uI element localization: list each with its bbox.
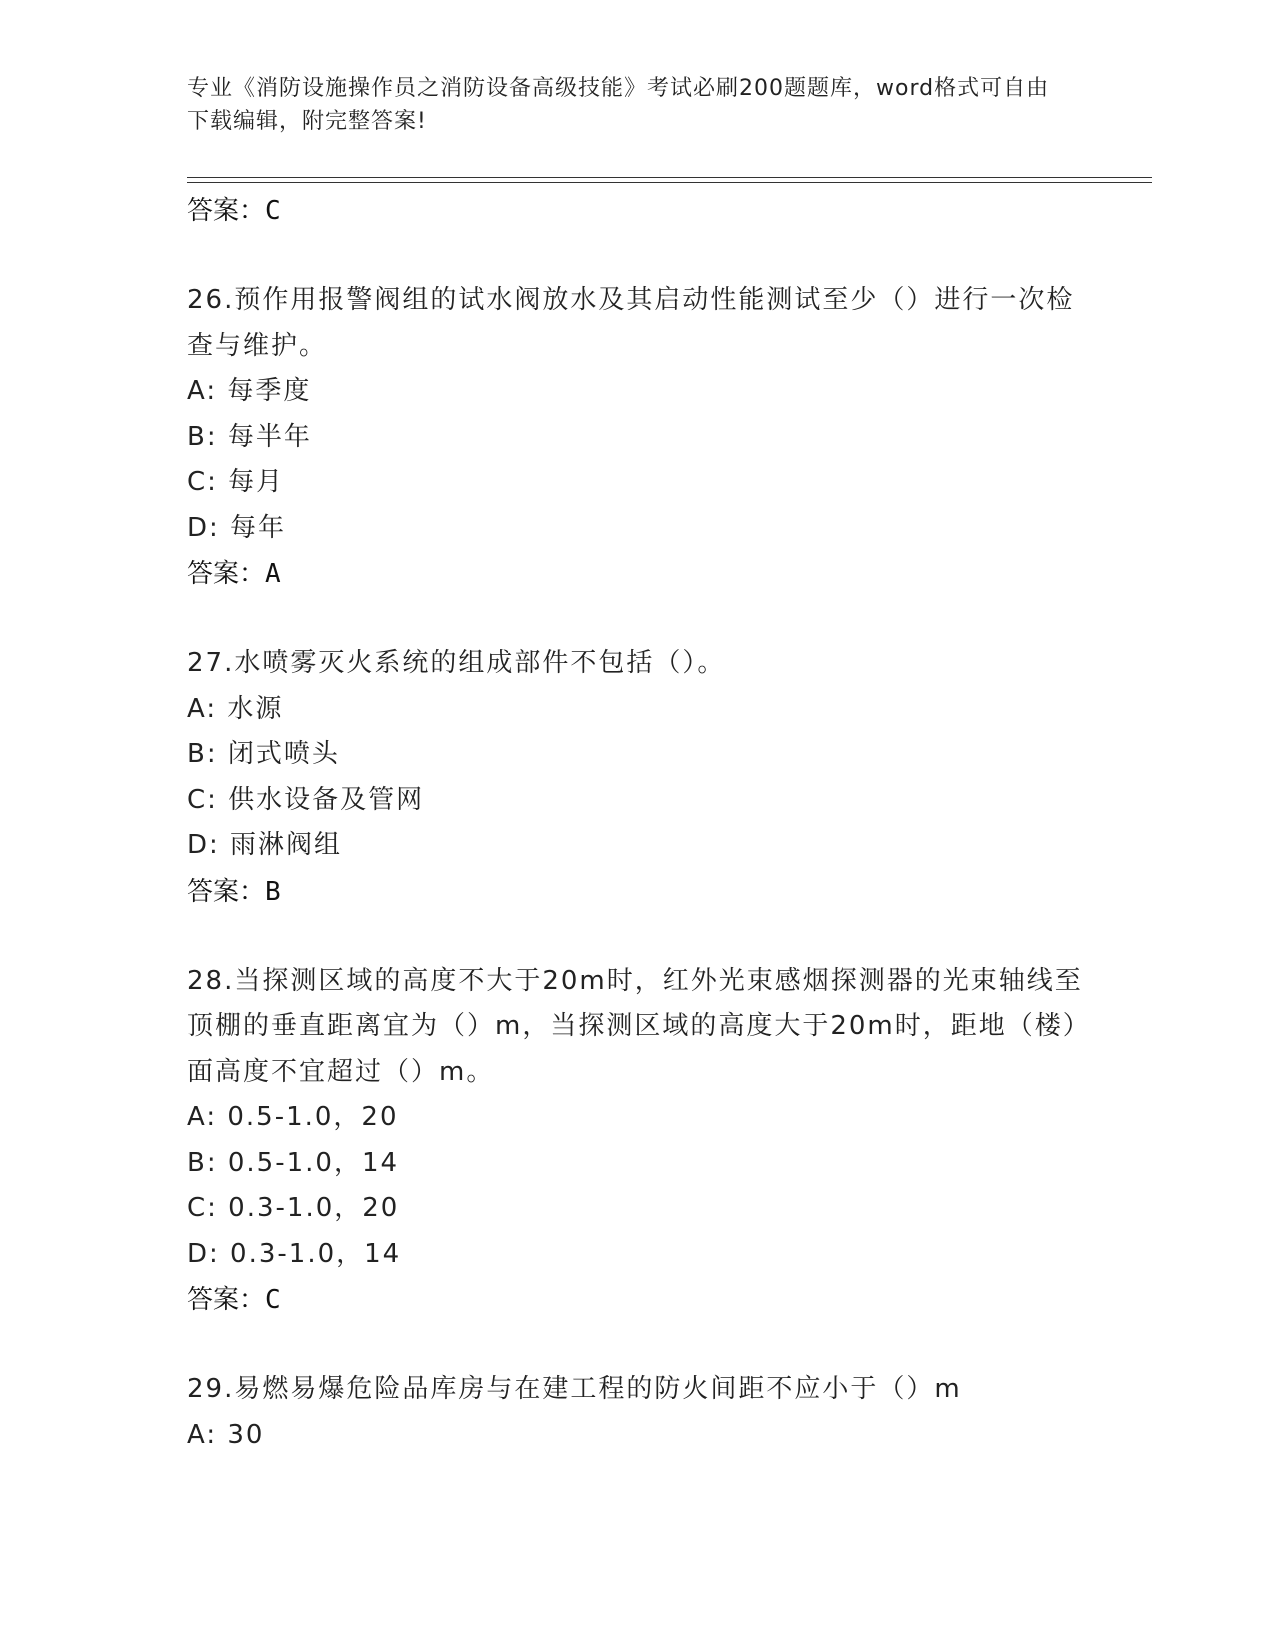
answer-value: C (265, 196, 281, 226)
option-d: D: 0.3-1.0，14 (187, 1238, 402, 1269)
answer-line (187, 869, 1087, 915)
answer-label: 答案： (187, 559, 266, 589)
document-header: 专业《消防设施操作员之消防设备高级技能》考试必刷200题题库，word格式可自由下载编辑，附完整答案! (187, 76, 1050, 134)
option-d: D: 雨淋阀组 (187, 830, 343, 860)
option-b: B: 0.5-1.0，14 (187, 1147, 400, 1178)
answer-label: 答案： (187, 876, 266, 907)
spacer (187, 915, 1087, 959)
option-a: A: 30 (187, 1419, 265, 1450)
option-a: A: 0.5-1.0，20 (187, 1102, 399, 1132)
header-divider-bottom (187, 182, 1152, 183)
option-a: A: 水源 (187, 693, 284, 724)
spacer (187, 1323, 1087, 1367)
answer-label: 答案： (187, 1285, 266, 1315)
answer-value: A (265, 559, 281, 589)
question-stem: 26.预作用报警阀组的试水阀放水及其启动性能测试至少（）进行一次检查与维护。 (187, 285, 1075, 361)
option-c: C: 每月 (187, 467, 285, 497)
question-stem: 29.易燃易爆危险品库房与在建工程的防火间距不应小于（）m (187, 1374, 962, 1404)
answer-label: 答案： (187, 196, 266, 226)
question-list (187, 188, 1087, 1458)
question-stem: 27.水喷雾灭火系统的组成部件不包括（）。 (187, 648, 726, 678)
answer-line (187, 188, 1087, 234)
question-stem: 28.当探测区域的高度不大于20m时，红外光束感烟探测器的光束轴线至顶棚的垂直距离宜为（）m，当探测区域的高度大于20m时，距地（楼）面高度不宜超过（）m。 (187, 965, 1083, 1087)
header-divider-top (187, 177, 1152, 178)
option-a: A: 每季度 (187, 376, 312, 406)
option-c: C: 供水设备及管网 (187, 784, 425, 815)
answer-value: B (265, 876, 281, 907)
option-b: B: 闭式喷头 (187, 739, 340, 769)
option-c: C: 0.3-1.0，20 (187, 1193, 400, 1223)
spacer (187, 597, 1087, 641)
spacer (187, 234, 1087, 278)
answer-line (187, 551, 1087, 597)
option-b: B: 每半年 (187, 421, 312, 452)
answer-line (187, 1277, 1087, 1323)
answer-value: C (265, 1285, 281, 1315)
option-d: D: 每年 (187, 512, 287, 543)
